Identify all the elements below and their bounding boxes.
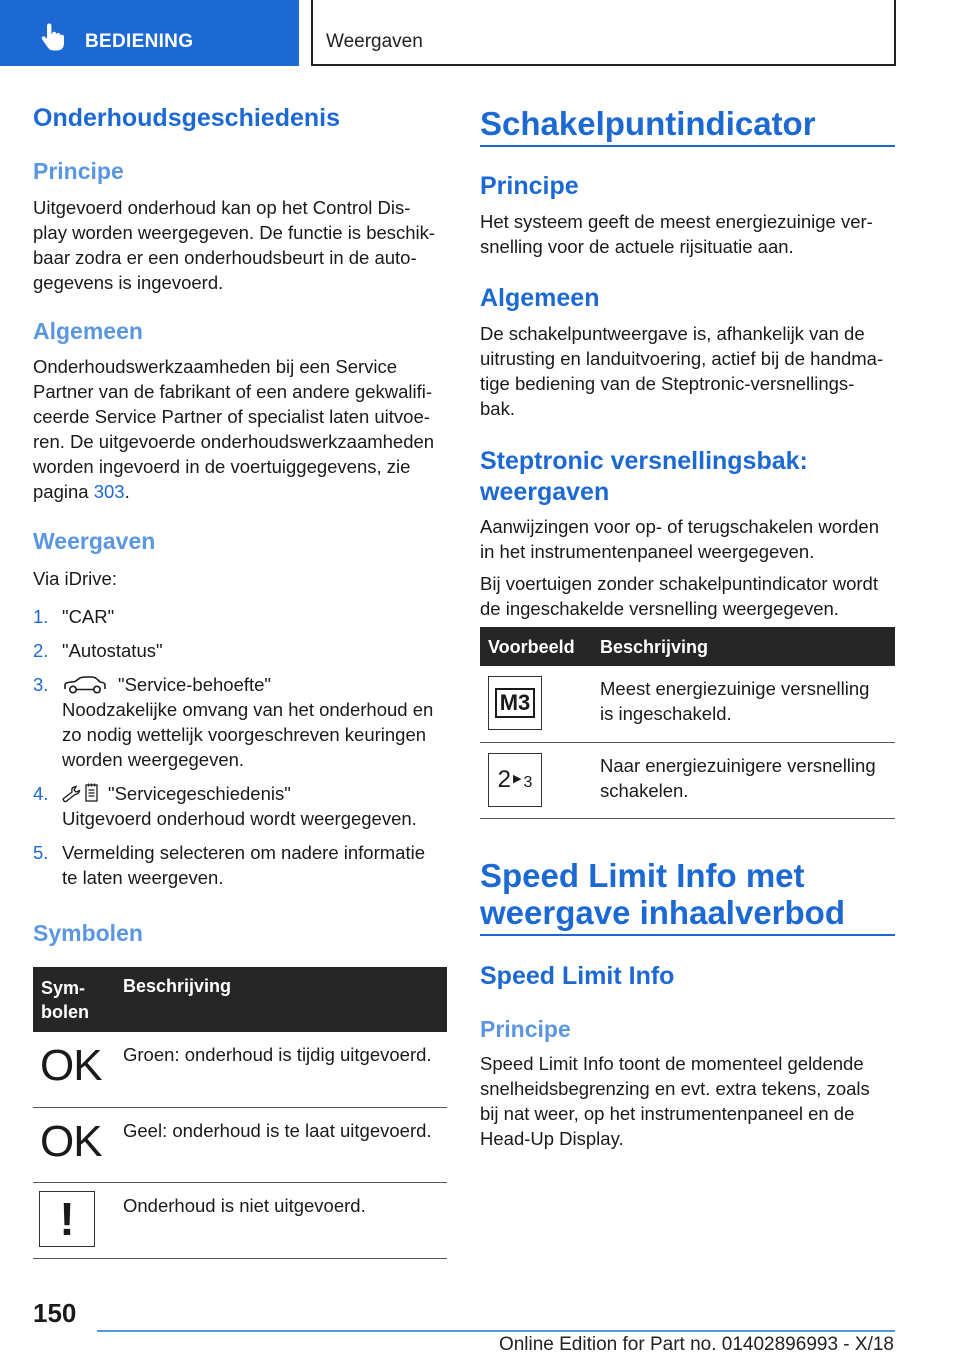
heading-algemeen: Algemeen [33, 318, 143, 344]
heading-weergaven: Weergaven [33, 528, 156, 554]
list-item: 1. "CAR" [33, 606, 115, 627]
steps-list [33, 604, 447, 890]
ok-green-symbol: OK [40, 1041, 102, 1090]
arrow-right-icon: ▶ [512, 773, 522, 785]
list-item: 4. "Servicegeschiedenis" Uitgevoerd onderhoud wordt weergegeven. [33, 783, 417, 829]
header-divider [311, 0, 313, 66]
steptronic-paragraph-2: Bij voertuigen zonder schakelpuntindicator wordt de ingeschakelde versnelling weergegeven. [480, 573, 878, 619]
table-row: OK Groen: onderhoud is tijdig uitgevoerd. [33, 1032, 447, 1107]
list-item: 2. "Autostatus" [33, 640, 163, 661]
steptronic-paragraph-1: Aanwijzingen voor op- of terugschakelen worden in het instrumentenpaneel weergegeven. [480, 516, 880, 562]
section-label[interactable]: Weergaven [326, 31, 423, 52]
heading-principe-sli: Principe [480, 1016, 571, 1042]
table-header-row: Sym- bolen Beschrijving [33, 967, 447, 1032]
heading-rule [480, 145, 895, 147]
page-link-303[interactable]: 303 [93, 481, 125, 502]
heading-steptronic: Steptronic versnellingsbak: weergaven [480, 447, 808, 506]
heading-rule [480, 934, 895, 936]
heading-algemeen-right: Algemeen [480, 284, 600, 312]
heading-onderhoudsgeschiedenis: Onderhoudsgeschiedenis [33, 104, 341, 132]
list-item: 3. "Service-behoefte" Noodzakelijke omvang van het onderhoud en zo nodig wettelijk voorgeschreven keuringen worden weergegeven. [33, 674, 434, 770]
footer-rule [97, 1330, 895, 1332]
service-history-icon [62, 782, 100, 804]
heading-principe-right: Principe [480, 172, 579, 200]
via-idrive: Via iDrive: [33, 568, 117, 589]
chapter-label: BEDIENING [85, 31, 194, 52]
principe-right-paragraph: Het systeem geeft de meest energiezuinige ver- snelling voor de actuele rijsituatie aan. [480, 211, 873, 257]
table-row: M3 Meest energiezuinige versnelling is ingeschakeld. [480, 666, 895, 742]
page-number: 150 [33, 1298, 77, 1328]
table-row: 2 ▶ 3 Naar energiezuinigere versnelling schakelen. [480, 742, 895, 818]
algemeen-right-paragraph: De schakelpuntweergave is, afhankelijk van de uitrusting en landuitvoering, actief bij de handma- tige bediening van de Steptronic-versnellings- bak. [480, 323, 884, 419]
chapter-tab[interactable] [0, 0, 299, 66]
heading-principe: Principe [33, 158, 124, 184]
gear-table [480, 627, 895, 819]
table-header-row: Voorbeeld Beschrijving [480, 627, 895, 666]
list-item: 5. Vermelding selecteren om nadere informatie te laten weergeven. [33, 842, 425, 888]
gear-shift-up-icon: 2 ▶ 3 [488, 753, 542, 807]
table-row: ! Onderhoud is niet uitgevoerd. [33, 1182, 447, 1258]
header-underline [311, 64, 896, 66]
exclamation-icon: ! [39, 1191, 95, 1247]
heading-symbolen: Symbolen [33, 920, 143, 946]
edition-info: Online Edition for Part no. 01402896993 - X/18 [498, 1334, 894, 1355]
car-outline-icon [62, 675, 108, 695]
heading-speed-limit-info: Speed Limit Info met weergave inhaalverbod [480, 857, 845, 931]
heading-schakelpuntindicator: Schakelpuntindicator [480, 105, 816, 142]
header-border [894, 0, 896, 66]
ok-yellow-symbol: OK [40, 1116, 102, 1166]
gear-m3-icon: M3 [488, 676, 542, 730]
principe-paragraph: Uitgevoerd onderhoud kan op het Control Dis- play worden weergegeven. De functie is beschik- baar zodra er een onderhoudsbeurt in de auto- gegevens is ingevoerd. [33, 197, 436, 293]
sli-paragraph: Speed Limit Info toont de momenteel geldende snelheidsbegrenzing en evt. extra tekens, zoals bij nat weer, op het instrumentenpaneel en de Head-Up Display. [480, 1053, 870, 1149]
heading-speed-limit-info-sub: Speed Limit Info [480, 962, 675, 990]
algemeen-paragraph: Onderhoudswerkzaamheden bij een Service Partner van de fabrikant of een andere gekwalifi- ceerde Service Partner of specialist laten uitvoe- ren. De uitgevoerde onderhoudswerkzaamheden worden ingevoerd in de voertuiggegevens, zie pagina 303. [33, 356, 435, 502]
hand-pointer-icon [38, 22, 68, 52]
table-row: OK Geel: onderhoud is te laat uitgevoerd. [33, 1107, 447, 1182]
symbols-table [33, 967, 447, 1259]
